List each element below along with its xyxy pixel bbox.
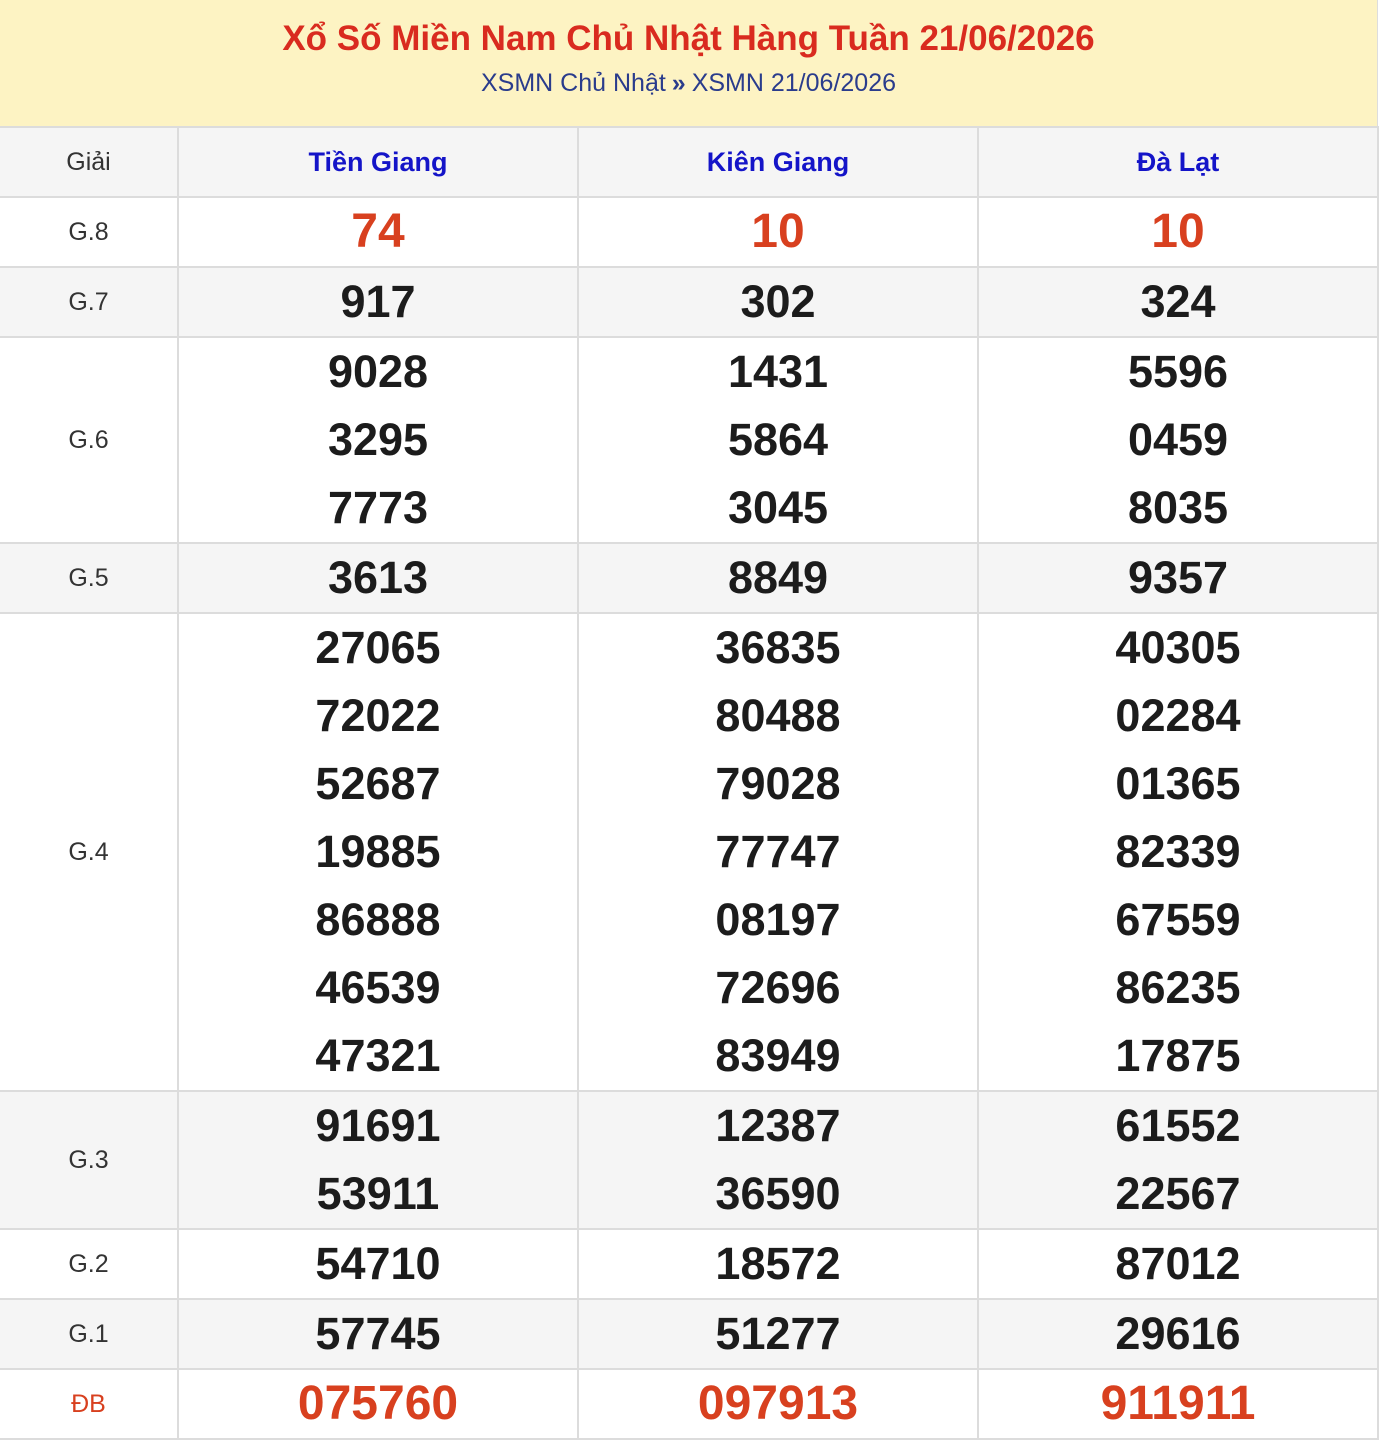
table-row-g8 (0, 197, 1378, 267)
result-number: 917 (340, 276, 416, 327)
special-result-number: 911911 (1100, 1377, 1256, 1430)
result-number: 5864 (727, 414, 829, 465)
breadcrumb-link-xsmn-date[interactable]: XSMN 21/06/2026 (691, 69, 896, 97)
result-number: 9028 (327, 346, 429, 397)
result-number: 36590 (715, 1168, 841, 1219)
prize-label-special: ĐB (0, 1369, 178, 1439)
result-number: 91691 (315, 1100, 441, 1151)
result-number: 83949 (715, 1030, 841, 1081)
result-number: 87012 (1115, 1238, 1241, 1289)
province-header-kien-giang[interactable]: Kiên Giang (578, 127, 978, 197)
result-number: 82339 (1115, 826, 1241, 877)
result-number: 3613 (327, 552, 429, 603)
table-row-g5 (0, 543, 1378, 613)
special-result-number: 097913 (697, 1377, 859, 1430)
prize-label: G.5 (0, 543, 178, 613)
result-number: 72022 (315, 690, 441, 741)
result-number: 19885 (315, 826, 441, 877)
result-number: 12387 (715, 1100, 841, 1151)
result-number: 7773 (327, 482, 429, 533)
result-number: 40305 (1115, 622, 1241, 673)
table-row-g6 (0, 337, 1378, 543)
result-number: 8849 (727, 552, 829, 603)
result-number: 52687 (315, 758, 441, 809)
result-number: 79028 (715, 758, 841, 809)
result-number: 22567 (1115, 1168, 1241, 1219)
prize-label: G.2 (0, 1229, 178, 1299)
special-result-number: 075760 (297, 1377, 459, 1430)
result-number: 8035 (1127, 482, 1229, 533)
result-number: 302 (740, 276, 816, 327)
result-number: 1431 (727, 346, 829, 397)
result-number: 86888 (315, 894, 441, 945)
result-number: 74 (351, 205, 405, 258)
prize-label: G.4 (0, 613, 178, 1091)
table-row-g1 (0, 1299, 1378, 1369)
province-header-da-lat[interactable]: Đà Lạt (978, 127, 1378, 197)
result-number: 77747 (715, 826, 841, 877)
result-number: 53911 (316, 1168, 440, 1219)
result-number: 3295 (327, 414, 429, 465)
result-number: 0459 (1127, 414, 1229, 465)
result-number: 67559 (1115, 894, 1241, 945)
result-number: 36835 (715, 622, 841, 673)
table-header-row (0, 127, 1378, 197)
result-number: 3045 (727, 482, 829, 533)
prize-label: G.3 (0, 1091, 178, 1229)
results-header (0, 0, 1377, 126)
result-number: 08197 (715, 894, 841, 945)
result-number: 57745 (315, 1308, 441, 1359)
table-row-g2 (0, 1229, 1378, 1299)
breadcrumb-separator: » (671, 69, 686, 97)
results-table (0, 126, 1379, 1440)
result-number: 72696 (715, 962, 841, 1013)
table-row-g7 (0, 267, 1378, 337)
prize-column-header: Giải (0, 127, 178, 197)
result-number: 51277 (715, 1308, 841, 1359)
breadcrumb-link-xsmn-sunday[interactable]: XSMN Chủ Nhật (481, 69, 666, 97)
prize-label: G.1 (0, 1299, 178, 1369)
result-number: 01365 (1115, 758, 1241, 809)
result-number: 86235 (1115, 962, 1241, 1013)
prize-label: G.8 (0, 197, 178, 267)
result-number: 17875 (1115, 1030, 1241, 1081)
result-number: 46539 (315, 962, 441, 1013)
result-number: 80488 (715, 690, 841, 741)
table-row-g3 (0, 1091, 1378, 1229)
prize-label: G.7 (0, 267, 178, 337)
table-row-special (0, 1369, 1378, 1439)
breadcrumb (0, 68, 1377, 98)
result-number: 47321 (315, 1030, 441, 1081)
prize-label: G.6 (0, 337, 178, 543)
result-number: 02284 (1115, 690, 1241, 741)
result-number: 10 (751, 205, 805, 258)
result-number: 9357 (1127, 552, 1229, 603)
result-number: 27065 (315, 622, 441, 673)
results-body (0, 197, 1378, 1439)
table-row-g4 (0, 613, 1378, 1091)
result-number: 5596 (1127, 346, 1229, 397)
province-header-tien-giang[interactable]: Tiền Giang (178, 127, 578, 197)
result-number: 29616 (1115, 1308, 1241, 1359)
result-number: 61552 (1115, 1100, 1241, 1151)
result-number: 324 (1140, 276, 1216, 327)
result-number: 10 (1151, 205, 1205, 258)
result-number: 18572 (715, 1238, 841, 1289)
page-title: Xổ Số Miền Nam Chủ Nhật Hàng Tuần 21/06/2026 (282, 19, 1095, 58)
result-number: 54710 (315, 1238, 441, 1289)
